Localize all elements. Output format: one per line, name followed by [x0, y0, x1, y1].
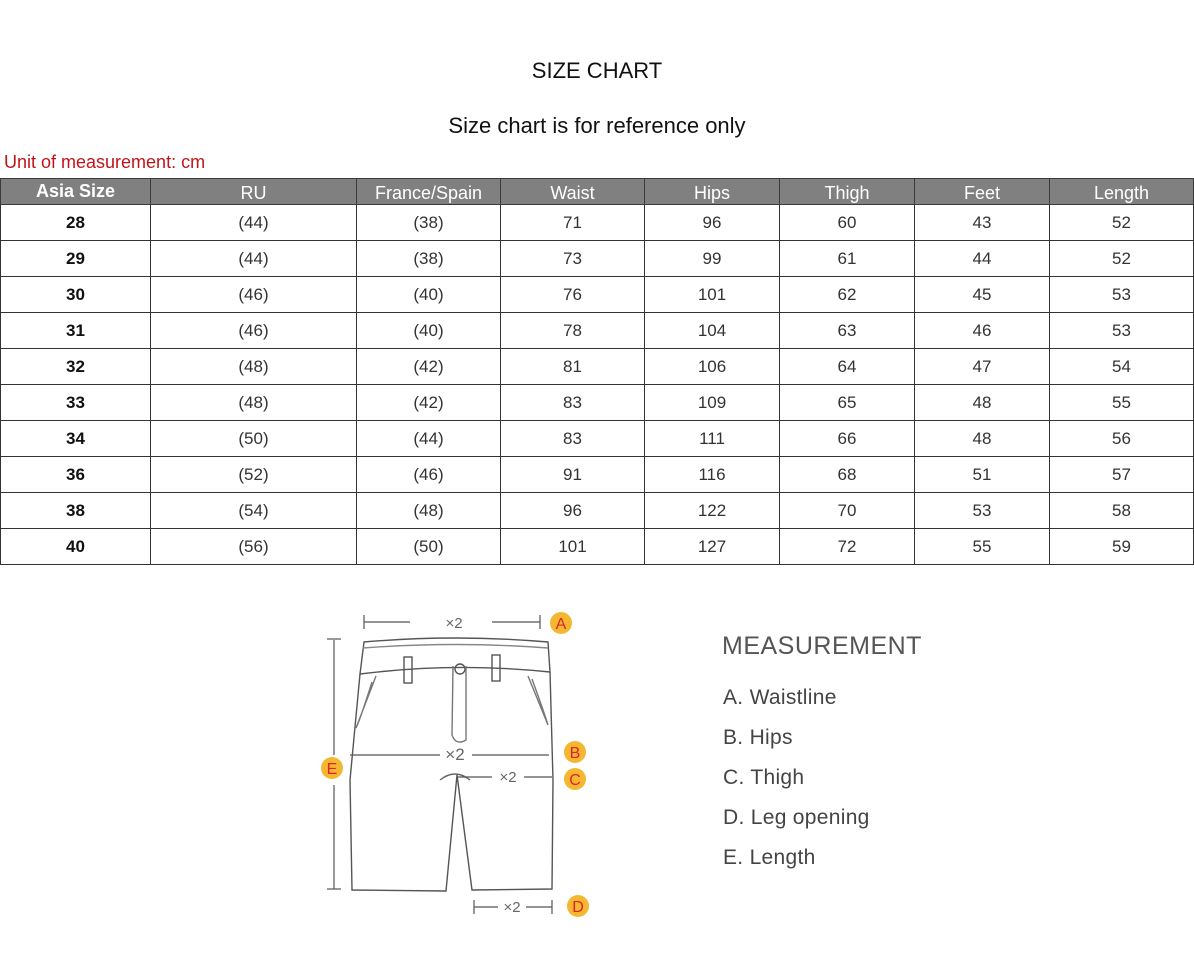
thigh-multiplier: ×2: [499, 769, 517, 786]
table-cell: 51: [915, 457, 1050, 493]
table-cell: (42): [357, 385, 501, 421]
waist-multiplier: ×2: [445, 615, 463, 632]
table-row: [1, 241, 1194, 277]
waist-button: [455, 664, 465, 674]
legend-item-thigh: C. Thigh: [723, 766, 805, 789]
table-cell: (52): [151, 457, 357, 493]
table-cell: 72: [780, 529, 915, 565]
column-header: Hips: [645, 179, 780, 205]
table-cell: (56): [151, 529, 357, 565]
table-cell: (48): [357, 493, 501, 529]
table-cell: 116: [645, 457, 780, 493]
table-cell: 83: [501, 385, 645, 421]
table-cell: 81: [501, 349, 645, 385]
table-cell: 101: [501, 529, 645, 565]
table-cell: 65: [780, 385, 915, 421]
marker-c: [564, 768, 586, 790]
column-header: Length: [1050, 179, 1194, 205]
pocket-right: [528, 676, 548, 725]
svg-text:A: A: [555, 616, 567, 633]
table-cell: 59: [1050, 529, 1194, 565]
marker-a: [550, 612, 572, 634]
table-cell: 57: [1050, 457, 1194, 493]
table-cell: 58: [1050, 493, 1194, 529]
table-cell: 61: [780, 241, 915, 277]
table-cell: 31: [1, 313, 151, 349]
table-cell: 34: [1, 421, 151, 457]
table-cell: 53: [1050, 277, 1194, 313]
table-cell: 104: [645, 313, 780, 349]
table-cell: 28: [1, 205, 151, 241]
table-cell: 52: [1050, 241, 1194, 277]
table-row: [1, 493, 1194, 529]
table-cell: 38: [1, 493, 151, 529]
table-row: [1, 313, 1194, 349]
measurement-title: MEASUREMENT: [722, 632, 922, 660]
fly-stitch: [452, 666, 466, 742]
table-cell: (50): [151, 421, 357, 457]
svg-text:D: D: [572, 899, 584, 916]
svg-text:B: B: [569, 745, 581, 762]
table-cell: 66: [780, 421, 915, 457]
table-cell: (44): [357, 421, 501, 457]
table-cell: 106: [645, 349, 780, 385]
shorts-diagram: [310, 600, 610, 930]
table-cell: 45: [915, 277, 1050, 313]
leg-multiplier: ×2: [503, 899, 521, 916]
table-cell: (44): [151, 241, 357, 277]
column-header: Feet: [915, 179, 1050, 205]
table-cell: 127: [645, 529, 780, 565]
table-cell: (46): [151, 277, 357, 313]
table-row: [1, 457, 1194, 493]
table-cell: (46): [151, 313, 357, 349]
table-cell: 64: [780, 349, 915, 385]
legend-item-hips: B. Hips: [723, 726, 793, 749]
table-cell: (50): [357, 529, 501, 565]
table-cell: 78: [501, 313, 645, 349]
table-cell: 55: [915, 529, 1050, 565]
table-cell: (40): [357, 277, 501, 313]
hips-multiplier: ×2: [445, 745, 465, 764]
table-cell: (46): [357, 457, 501, 493]
table-cell: 48: [915, 385, 1050, 421]
table-cell: 68: [780, 457, 915, 493]
table-cell: (44): [151, 205, 357, 241]
measurement-legend: [723, 684, 870, 884]
table-cell: 36: [1, 457, 151, 493]
table-cell: 70: [780, 493, 915, 529]
table-cell: 83: [501, 421, 645, 457]
column-header: Waist: [501, 179, 645, 205]
legend-item-length: E. Length: [723, 846, 816, 869]
table-header-row: [1, 179, 1194, 205]
waistband-inner-line: [363, 645, 548, 649]
column-header: France/Spain: [357, 179, 501, 205]
size-table: [0, 178, 1194, 565]
table-cell: 71: [501, 205, 645, 241]
table-cell: 111: [645, 421, 780, 457]
table-body: [1, 205, 1194, 565]
svg-text:E: E: [326, 761, 338, 778]
unit-note: Unit of measurement: cm: [4, 152, 206, 172]
table-cell: (54): [151, 493, 357, 529]
table-cell: 73: [501, 241, 645, 277]
table-cell: 101: [645, 277, 780, 313]
table-cell: 32: [1, 349, 151, 385]
table-row: [1, 529, 1194, 565]
column-header: RU: [151, 179, 357, 205]
table-cell: 96: [501, 493, 645, 529]
table-cell: 60: [780, 205, 915, 241]
size-chart-title: SIZE CHART: [531, 58, 663, 83]
table-cell: 76: [501, 277, 645, 313]
table-cell: 47: [915, 349, 1050, 385]
table-cell: 99: [645, 241, 780, 277]
table-row: [1, 421, 1194, 457]
table-cell: 54: [1050, 349, 1194, 385]
table-cell: 40: [1, 529, 151, 565]
table-cell: (40): [357, 313, 501, 349]
size-chart-subtitle: Size chart is for reference only: [448, 113, 746, 138]
table-cell: (48): [151, 385, 357, 421]
table-cell: 30: [1, 277, 151, 313]
column-header: Asia Size: [1, 179, 151, 205]
table-cell: 46: [915, 313, 1050, 349]
table-cell: 55: [1050, 385, 1194, 421]
table-cell: 122: [645, 493, 780, 529]
column-header: Thigh: [780, 179, 915, 205]
table-cell: 91: [501, 457, 645, 493]
svg-text:C: C: [569, 772, 581, 789]
table-cell: 48: [915, 421, 1050, 457]
table-cell: 63: [780, 313, 915, 349]
table-cell: 53: [915, 493, 1050, 529]
table-cell: 29: [1, 241, 151, 277]
table-cell: 53: [1050, 313, 1194, 349]
table-cell: 109: [645, 385, 780, 421]
table-cell: 33: [1, 385, 151, 421]
table-row: [1, 385, 1194, 421]
legend-item-leg-opening: D. Leg opening: [723, 806, 870, 829]
table-cell: 62: [780, 277, 915, 313]
table-cell: 44: [915, 241, 1050, 277]
table-cell: (42): [357, 349, 501, 385]
table-cell: 56: [1050, 421, 1194, 457]
table-cell: (38): [357, 241, 501, 277]
table-cell: 52: [1050, 205, 1194, 241]
table-cell: 96: [645, 205, 780, 241]
shorts-body-outline: [350, 672, 553, 891]
table-cell: (48): [151, 349, 357, 385]
marker-d: [567, 895, 589, 917]
table-cell: 43: [915, 205, 1050, 241]
table-cell: (38): [357, 205, 501, 241]
table-row: [1, 277, 1194, 313]
legend-item-waistline: A. Waistline: [723, 686, 837, 709]
marker-b: [564, 741, 586, 763]
table-row: [1, 349, 1194, 385]
table-row: [1, 205, 1194, 241]
marker-e: [321, 757, 343, 779]
